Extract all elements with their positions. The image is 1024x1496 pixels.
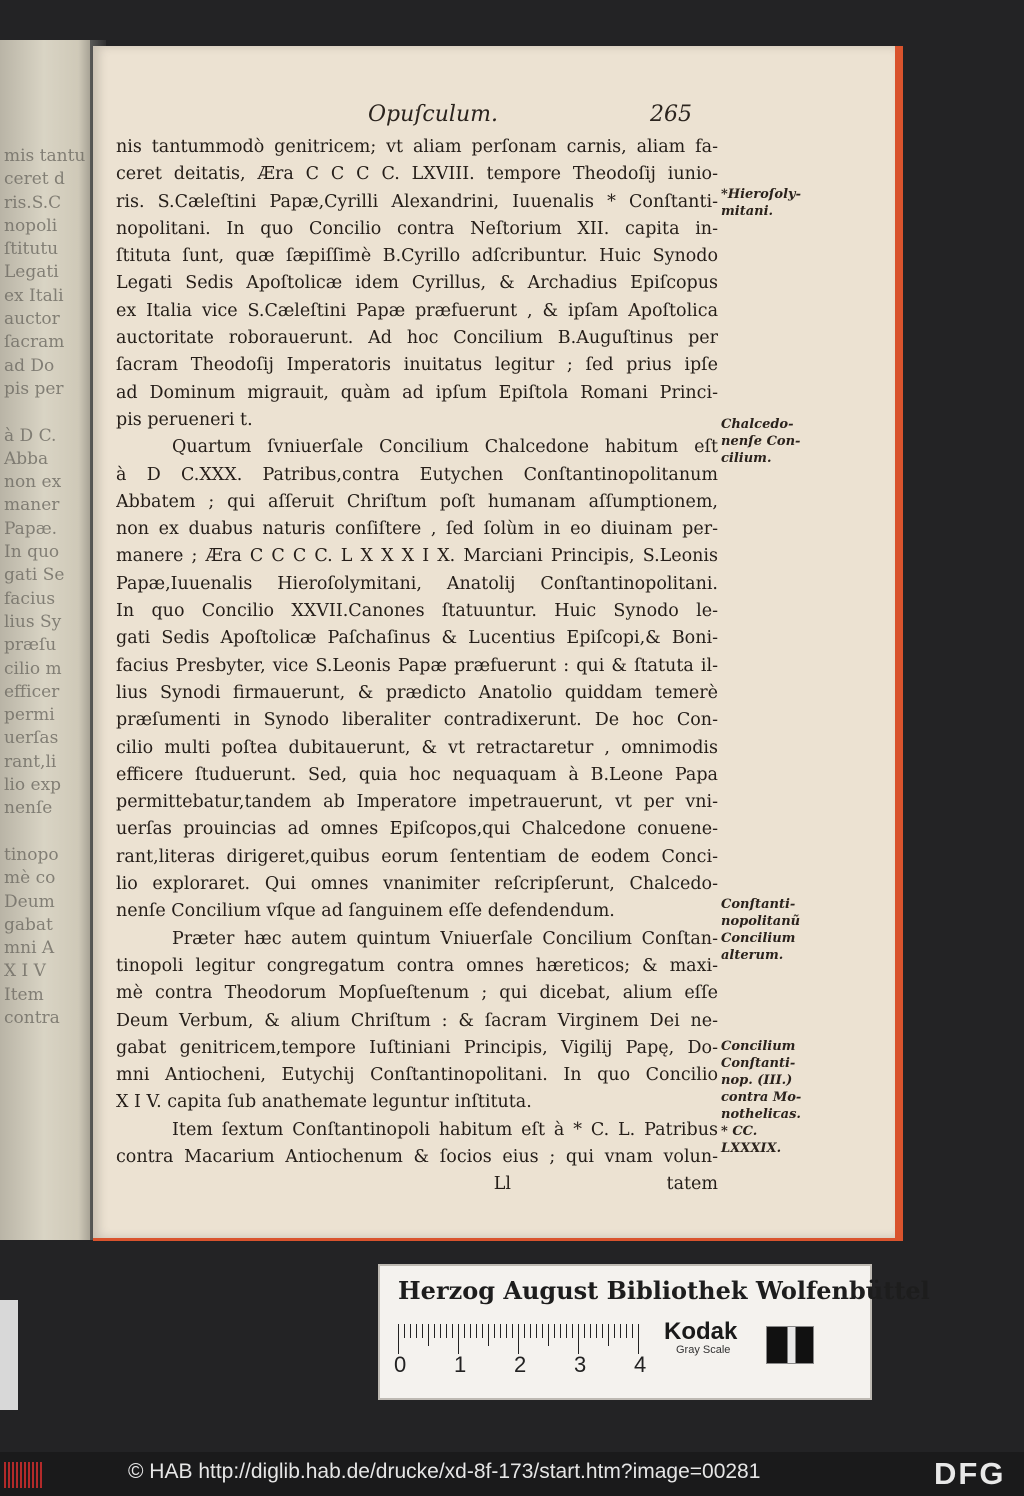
ruler-tick xyxy=(488,1324,489,1346)
ruler-tick xyxy=(512,1324,513,1338)
ruler-tick xyxy=(542,1324,543,1338)
text-line: manere ; Æra C C C C. L X X X I X. Marciani Principis, S.Leonis xyxy=(116,546,718,567)
ruler-tick xyxy=(434,1324,435,1338)
viewer-footer xyxy=(0,1452,1024,1496)
text-line: facius Presbyter, vice S.Leonis Papæ præfuerunt : qui & ſtatuta il- xyxy=(116,655,718,676)
ruler-tick xyxy=(500,1324,501,1338)
text-line: ceret deitatis, Æra C C C C. LXVIII. tempore Theodoſij iunio- xyxy=(116,164,718,185)
text-line: nopolitani. In quo Concilio contra Neſtorium XII. capita in- xyxy=(116,218,718,239)
margin-note-constantinopolitanum-alterum: Conſtanti- nopolitanũ Concilium alterum. xyxy=(721,897,801,963)
ruler-tick xyxy=(590,1324,591,1338)
ruler-tick xyxy=(602,1324,603,1338)
ruler-tick xyxy=(638,1324,639,1354)
text-line: Quartum ſvniuerſale Concilium Chalcedone habitum eſt xyxy=(172,437,718,458)
text-line: ad Dominum migrauit, quàm ad ipſum Epiſtola Romani Princi- xyxy=(116,382,718,403)
margin-note-hierosolymitani: *Hieroſoly- mitani. xyxy=(721,187,801,219)
ruler-tick xyxy=(452,1324,453,1338)
ruler-tick xyxy=(506,1324,507,1338)
ruler-label: 4 xyxy=(634,1352,647,1377)
ruler-tick xyxy=(518,1324,519,1354)
text-line: mè contra Theodorum Mopſueſtenum ; qui dicebat, alium eſſe xyxy=(116,983,718,1004)
color-reference-card xyxy=(378,1264,930,1400)
ruler-tick xyxy=(632,1324,633,1338)
text-line: lio exploraret. Qui omnes vnanimiter reſcripſerunt, Chalcedo- xyxy=(116,874,718,895)
signature-mark: Ll xyxy=(493,1174,511,1195)
dfg-logo: DFG xyxy=(934,1456,1006,1491)
ruler-tick xyxy=(572,1324,573,1338)
ruler-tick xyxy=(626,1324,627,1338)
text-line: permittebatur,tandem ab Imperatore impetrauerunt, vt per vni- xyxy=(116,792,718,813)
ruler-tick xyxy=(536,1324,537,1338)
ruler-tick xyxy=(530,1324,531,1338)
text-line: Legati Sedis Apoſtolicæ idem Cyrillus, & Archadius Epiſcopus xyxy=(116,273,718,294)
page-number: 265 xyxy=(650,102,692,127)
ruler-tick xyxy=(548,1324,549,1346)
text-line: cilio multi poſtea dubitauerunt, & vt retractaretur , omnimodis xyxy=(116,737,718,758)
ruler-label: 0 xyxy=(394,1352,407,1377)
ruler-labels xyxy=(394,1352,674,1382)
ruler-label: 1 xyxy=(454,1352,467,1377)
gray-scale-swatch xyxy=(766,1326,814,1364)
scan-edge-strip xyxy=(0,1300,18,1410)
text-line: Papæ,Iuuenalis Hieroſolymitani, Anatolij Conſtantinopolitani. xyxy=(116,573,718,594)
ruler-tick xyxy=(614,1324,615,1338)
gray-scale-label: Gray Scale xyxy=(676,1344,731,1356)
hab-barcode-icon xyxy=(4,1462,44,1488)
text-line: gati Sedis Apoſtolicæ Paſchaſinus & Lucentius Epiſcopi,& Boni- xyxy=(116,628,718,649)
text-line: rant,literas dirigeret,quibus eorum ſententiam de eodem Conci- xyxy=(116,846,718,867)
running-head-title: Opuſculum. xyxy=(368,102,498,127)
text-line: nis tantummodò genitricem; vt aliam perſonam carnis, aliam fa- xyxy=(116,137,718,157)
text-line: In quo Concilio XXVII.Canones ſtatuuntur. Huic Synodo le- xyxy=(116,601,718,622)
text-line: X I V. capita ſub anathemate leguntur inſtituta. xyxy=(116,1092,532,1113)
ruler-tick xyxy=(404,1324,405,1338)
ruler-tick xyxy=(494,1324,495,1338)
ruler-tick xyxy=(476,1324,477,1338)
ruler-tick xyxy=(458,1324,459,1354)
text-line: auctoritate roborauerunt. Ad hoc Concilium B.Auguſtinus per xyxy=(116,328,718,349)
text-line: efficere ſtuduerunt. Sed, quia hoc nequaquam à B.Leone Papa xyxy=(116,764,718,785)
margin-note-chalcedonense: Chalcedo- nenſe Con- cilium. xyxy=(721,417,801,466)
ruler-tick xyxy=(554,1324,555,1338)
text-line: Item ſextum Conſtantinopoli habitum eſt à * C. L. Patribus xyxy=(172,1119,718,1140)
catchword: tatem xyxy=(666,1174,718,1195)
text-line: gabat genitricem,tempore Iuſtiniani Principis, Vigilij Papę, Do- xyxy=(116,1037,718,1058)
ruler-tick xyxy=(560,1324,561,1338)
text-line: mni Antiocheni, Eutychij Conſtantinopolitani. In quo Concilio xyxy=(116,1065,718,1086)
ruler-tick xyxy=(416,1324,417,1338)
ruler-tick xyxy=(440,1324,441,1338)
ruler-label: 2 xyxy=(514,1352,527,1377)
kodak-logo: Kodak xyxy=(664,1318,738,1345)
text-line: ex Italia vice S.Cæleſtini Papæ præfuerunt , & ipſam Apoſtolica xyxy=(116,300,718,321)
ruler-tick xyxy=(410,1324,411,1338)
text-line: à D C.XXX. Patribus,contra Eutychen Conſtantinopolitanum xyxy=(116,464,718,485)
ruler-tick xyxy=(524,1324,525,1338)
ruler-tick xyxy=(422,1324,423,1338)
text-line: pis perueneri t. xyxy=(116,409,253,430)
ruler-tick xyxy=(584,1324,585,1338)
library-name: Herzog August Bibliothek Wolfenbüttel xyxy=(398,1276,930,1305)
previous-page-ghost-text: mis tantu ceret d ris.S.C nopoli ſtitutu Legati ex Itali auctor ſacram ad Do pis per à D C. Abba non ex maner Papæ. In quo gati Se facius lius Sy præſu cilio m efficer permi uerſas rant,li lio exp nenſe tinopo mè co Deum gabat mni A X I V Item contra xyxy=(4,146,86,1028)
text-line: lius Synodi firmauerunt, & prædicto Anatolio quiddam temerè xyxy=(116,682,718,703)
ruler-tick xyxy=(566,1324,567,1338)
ruler-tick xyxy=(464,1324,465,1338)
text-line: uerſas prouincias ad omnes Epiſcopos,qui Chalcedone conuene- xyxy=(116,819,718,840)
text-line: ſtituta ſunt, quæ ſæpiſſimè B.Cyrillo adſcribuntur. Huic Synodo xyxy=(116,246,718,267)
ruler-tick xyxy=(446,1324,447,1338)
text-line: contra Macarium Antiochenum & ſocios eius ; qui vnam volun- xyxy=(116,1146,718,1167)
text-line: ſacram Theodoſij Imperatoris inuitatus legitur ; ſed prius ipſe xyxy=(116,355,718,376)
ruler-tick xyxy=(398,1324,399,1354)
text-line: Deum Verbum, & alium Chriſtum : & ſacram Virginem Dei ne- xyxy=(116,1010,718,1031)
ruler-tick xyxy=(470,1324,471,1338)
ruler-tick xyxy=(596,1324,597,1338)
source-credit-link[interactable]: © HAB http://diglib.hab.de/drucke/xd-8f-173/start.htm?image=00281 xyxy=(128,1460,761,1483)
ruler-tick xyxy=(482,1324,483,1338)
text-line: Abbatem ; qui aſſeruit Chriſtum poſt humanam aſſumptionem, xyxy=(116,491,718,512)
ruler-label: 3 xyxy=(574,1352,587,1377)
text-line: præſumenti in Synodo liberaliter contradixerunt. De hoc Con- xyxy=(116,710,718,731)
text-line: tinopoli legitur congregatum contra omnes hæreticos; & maxi- xyxy=(116,955,718,976)
text-line: nenſe Concilium vſque ad ſanguinem eſſe defendendum. xyxy=(116,901,615,922)
text-line: non ex duabus naturis conſiſtere , ſed ſolùm in eo diuinam per- xyxy=(116,519,718,540)
ruler-tick xyxy=(578,1324,579,1354)
text-line: ris. S.Cæleſtini Papæ,Cyrilli Alexandrini, Iuuenalis * Conſtanti- xyxy=(116,191,718,212)
margin-note-concilium-iii: Concilium Conſtanti- nop. (III.) contra Mo- notheliꞇas. * CC. LXXXIX. xyxy=(721,1039,802,1156)
ruler-tick xyxy=(620,1324,621,1338)
ruler-tick xyxy=(428,1324,429,1346)
text-line: Præter hæc autem quintum Vniuerſale Concilium Conſtan- xyxy=(172,928,718,949)
ruler-tick xyxy=(608,1324,609,1346)
